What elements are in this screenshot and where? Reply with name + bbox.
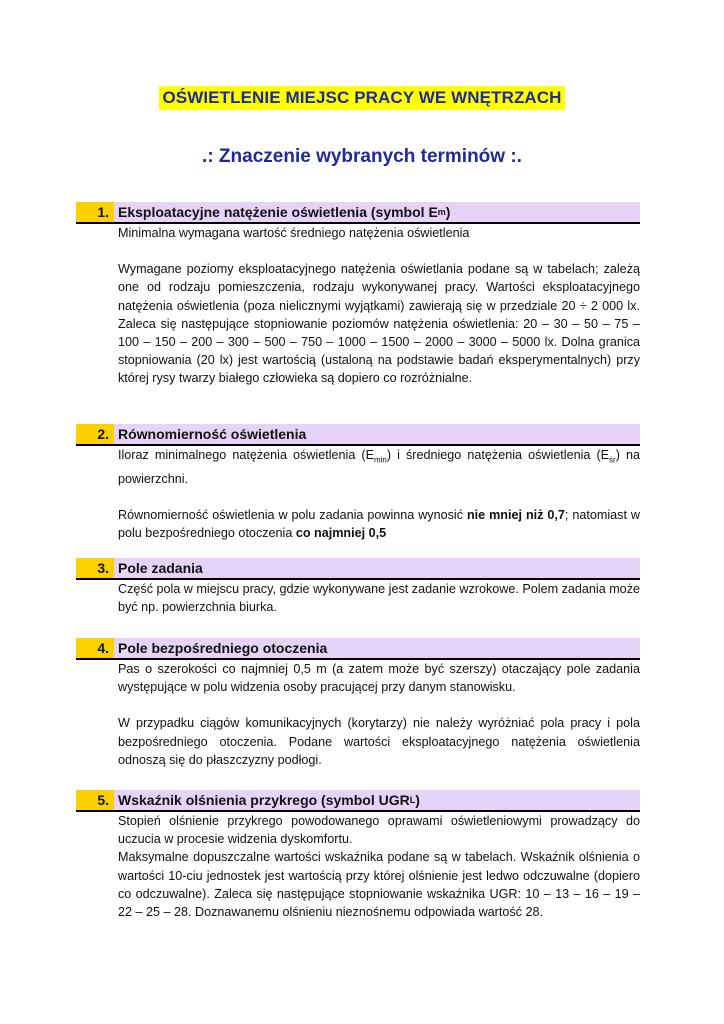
section-body <box>118 580 640 616</box>
description-paragraph: W przypadku ciągów komunikacyjnych (korytarzy) nie należy wyróżniać pola pracy i pola bezpośredniego otoczenia. Podane wartości eksploatacyjnego natężenia oświetlenia odnoszą się do płaszczyzny podłogi. <box>118 716 640 767</box>
definition-paragraph <box>118 446 640 488</box>
title-wrap <box>0 86 724 110</box>
section-body <box>118 660 640 769</box>
definition-paragraph: Stopień olśnienie przykrego powodowanego oprawami oświetleniowymi prowadzący do uczucia w procesie widzenia dyskomfortu. <box>118 814 640 847</box>
title-text: Wskaźnik olśnienia przykrego (symbol UGR <box>118 792 410 808</box>
page-title: OŚWIETLENIE MIEJSC PRACY WE WNĘTRZACH <box>159 86 564 110</box>
text: ; natomiast w polu bezpośredniego otoczenia <box>118 507 640 541</box>
subscript-min: min <box>373 455 387 465</box>
section-title: Pole zadania <box>114 558 640 578</box>
section-4 <box>76 638 640 769</box>
description-paragraph <box>118 506 640 542</box>
title-text: Eksploatacyjne natężenie oświetlenia (symbol E <box>118 204 438 220</box>
bold-value: co najmniej 0,5 <box>295 526 387 541</box>
title-text-end: ) <box>445 204 451 220</box>
section-title: Pole bezpośredniego otoczenia <box>114 638 640 658</box>
section-2 <box>76 424 640 542</box>
definition-paragraph: Minimalna wymagana wartość średniego natężenia oświetlenia <box>118 226 470 240</box>
title-text-end: ) <box>415 792 420 808</box>
section-title <box>114 202 640 222</box>
description-paragraph: Maksymalne dopuszczalne wartości wskaźnika podane są w tabelach. Wskaźnik olśnienia o wartości 10-ciu jednostek jest wartością przy której olśnienie jest ledwo odczuwalne (dopiero co odczuwalne). Zaleca się następujące stopniowanie wskaźnika UGR: 10 – 13 – 16 – 19 – 22 – 25 – 28. Doznawanemu olśnieniu nieznośnemu odpowiada wartość 28. <box>118 850 640 920</box>
section-header <box>76 202 640 224</box>
title-subscript: L <box>409 795 416 805</box>
section-title: Równomierność oświetlenia <box>114 424 640 444</box>
page-subtitle: .: Znaczenie wybranych terminów :. <box>202 146 522 167</box>
definition-paragraph: Pas o szerokości co najmniej 0,5 m (a zatem może być szerszy) otaczający pole zadania występujące w polu widzenia osoby pracującej przy danym stanowisku. <box>118 662 640 695</box>
section-number: 3. <box>76 558 114 578</box>
section-5 <box>76 790 640 921</box>
section-header <box>76 558 640 580</box>
text: Iloraz minimalnego natężenia oświetlenia (E <box>118 448 374 462</box>
section-number: 5. <box>76 790 114 810</box>
section-number: 4. <box>76 638 114 658</box>
section-3 <box>76 558 640 616</box>
section-number: 1. <box>76 202 114 222</box>
title-subscript: m <box>437 207 446 217</box>
text: ) i średniego natężenia oświetlenia (E <box>386 448 610 462</box>
section-header <box>76 424 640 446</box>
text: Równomierność oświetlenia w polu zadania powinna wynosić <box>118 507 467 522</box>
section-number: 2. <box>76 424 114 444</box>
text: ) na powierzchni. <box>118 448 640 486</box>
section-1 <box>76 202 640 388</box>
section-body <box>118 446 640 542</box>
description-paragraph: Wymagane poziomy eksploatacyjnego natężenia oświetlania podane są w tabelach; zależą one od rodzaju pomieszczenia, rodzaju wykonywanej pracy. Wartości eksploatacyjnego natężenia oświetlenia (poza nielicznymi wyjątkami) zawierają się w przedziale 20 ÷ 2 000 lx. Zaleca się następujące stopniowanie poziomów natężenia oświetlenia: 20 – 30 – 50 – 75 – 100 – 150 – 200 – 300 – 500 – 750 – 1000 – 1500 – 2000 – 3000 – 5000 lx. Dolna granica stopniowania (20 lx) jest wartością (ustaloną na podstawie badań eksperymentalnych) przy której rysy twarzy białego człowieka są dopiero co rozróżnialne. <box>118 262 640 386</box>
section-body <box>118 224 640 388</box>
section-header <box>76 790 640 812</box>
section-header <box>76 638 640 660</box>
section-title <box>114 790 640 810</box>
subscript-sr: śr <box>609 455 616 465</box>
bold-value: nie mniej niż 0,7 <box>466 507 565 522</box>
section-body <box>118 812 640 921</box>
definition-paragraph: Część pola w miejscu pracy, gdzie wykonywane jest zadanie wzrokowe. Polem zadania może być np. powierzchnia biurka. <box>118 582 640 615</box>
